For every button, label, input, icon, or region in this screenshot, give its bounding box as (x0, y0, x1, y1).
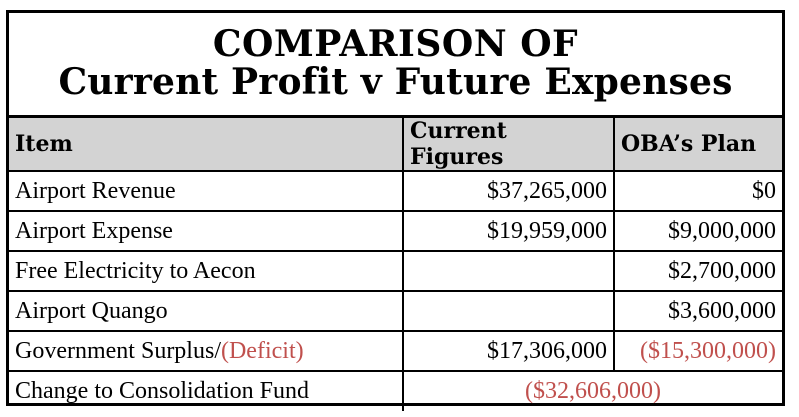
change-item: Change to Consolidation Fund (9, 371, 403, 411)
surplus-row (9, 331, 782, 371)
row-current: $37,265,000 (403, 171, 614, 211)
row-plan: $9,000,000 (614, 211, 782, 251)
row-item: Airport Revenue (9, 171, 403, 211)
table-row (9, 291, 782, 331)
surplus-item (9, 331, 403, 371)
title-line-1: COMPARISON OF (212, 23, 579, 66)
title-line-2: Current Profit v Future Expenses (58, 61, 733, 103)
surplus-label: Government Surplus/ (15, 337, 221, 364)
change-value: ($32,606,000) (403, 371, 782, 411)
table-row (9, 211, 782, 251)
table-row (9, 251, 782, 291)
row-plan: $0 (614, 171, 782, 211)
header-row (9, 118, 782, 171)
table-title (9, 13, 782, 118)
deficit-label: (Deficit) (220, 337, 304, 364)
change-row (9, 371, 782, 411)
row-current (403, 251, 614, 291)
table-row (9, 171, 782, 211)
row-current: $19,959,000 (403, 211, 614, 251)
header-obas-plan: OBA’s Plan (614, 118, 782, 171)
surplus-current: $17,306,000 (403, 331, 614, 371)
row-plan: $3,600,000 (614, 291, 782, 331)
row-item: Free Electricity to Aecon (9, 251, 403, 291)
row-current (403, 291, 614, 331)
surplus-plan: ($15,300,000) (614, 331, 782, 371)
comparison-table (9, 118, 782, 411)
header-item: Item (9, 118, 403, 171)
row-item: Airport Quango (9, 291, 403, 331)
row-plan: $2,700,000 (614, 251, 782, 291)
row-item: Airport Expense (9, 211, 403, 251)
header-current-figures: Current Figures (403, 118, 614, 171)
comparison-table-frame (6, 10, 785, 406)
